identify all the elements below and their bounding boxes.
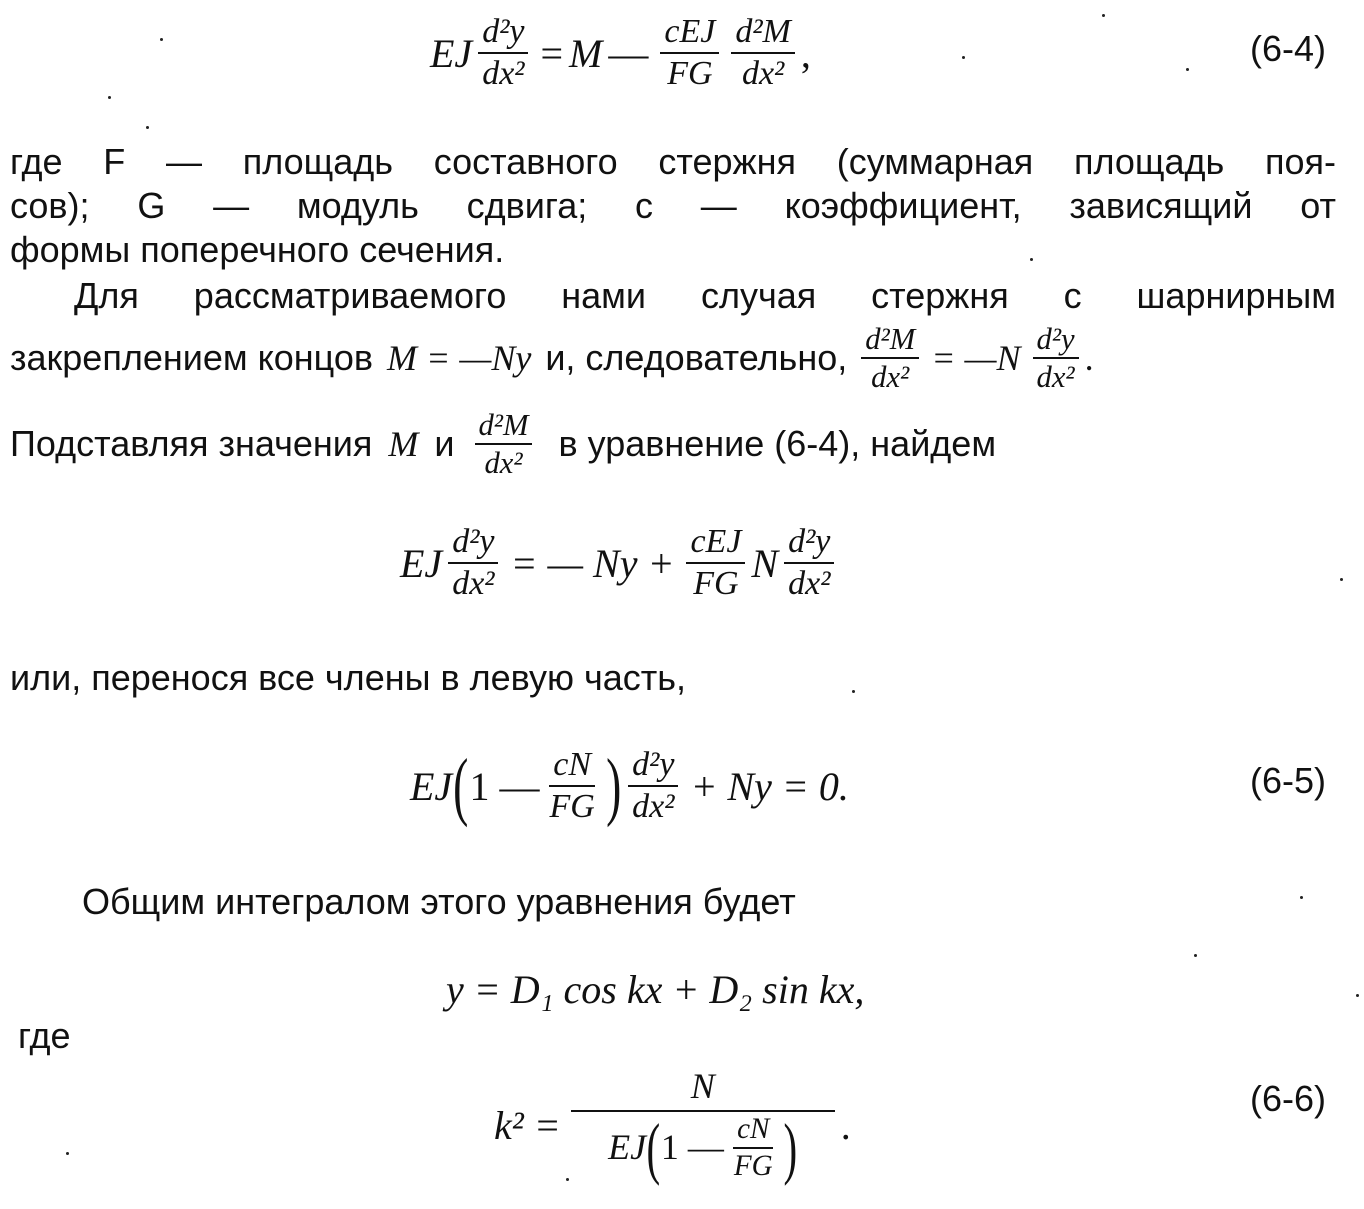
- para2-frac-d2y: $\frac{\text{d²y}}{\text{dx²}}$: [1033, 323, 1079, 393]
- scan-speck: [1356, 994, 1359, 997]
- eq1-coef: EJ: [430, 30, 473, 76]
- equation-number-6-4: (6-4): [1250, 28, 1327, 69]
- equation-6-5: EJ ( 1 — $\frac{cN}{FG}$ ) $\frac{\text{d²y}}{\text{dx²}}$ + Ny = 0.: [410, 744, 849, 828]
- scan-speck: [108, 96, 111, 99]
- equation-number-6-5: (6-5): [1250, 760, 1327, 801]
- scan-speck: [1340, 578, 1343, 581]
- para2-line3: [10, 402, 996, 486]
- scan-speck: [1030, 258, 1033, 261]
- para1-line2: сов); G — модуль сдвига; с — коэффициент, зависящий от: [10, 185, 1336, 226]
- eq5-frac-main: N EJ ( 1 — $\frac{cN}{FG}$ ): [571, 1068, 835, 1182]
- equation-4: y = D₁ cos kx + D₂ sin kx,: [446, 966, 865, 1012]
- equation-2: EJ $\frac{\text{d²y}}{\text{dx²}}$ = — Ny + $\frac{\text{cEJ}}{FG}$ N $\frac{\text{d²y}}{\text{dx²}}$: [400, 518, 840, 608]
- eq1-frac-d2y: $\frac{\text{d²y}}{\text{dx²}}$: [478, 14, 528, 91]
- para2-line3-b: M: [388, 424, 419, 464]
- scan-speck: [962, 56, 965, 59]
- para2-line1: Для рассматриваемого нами случая стержня с шарнирным: [74, 275, 1336, 316]
- equation-6-6: k² = N EJ ( 1 — $\frac{cN}{FG}$ ) .: [494, 1065, 851, 1186]
- para2-line3-d: в уравнение (6-4), найдем: [558, 423, 997, 464]
- eq3-frac-cN: $\frac{cN}{FG}$: [549, 746, 595, 825]
- eq2-rhs1: = — Ny +: [510, 540, 675, 586]
- eq2-frac-d2y: $\frac{\text{d²y}}{\text{dx²}}$: [448, 524, 498, 601]
- equation-number-6-6: (6-6): [1250, 1078, 1327, 1119]
- para2-frac-d2M-2: $\frac{\text{d²M}}{\text{dx²}}$: [475, 409, 533, 479]
- eq3-frac-d2y: $\frac{\text{d²y}}{\text{dx²}}$: [628, 747, 678, 824]
- scan-speck: [1186, 68, 1189, 71]
- eq1-frac-cEJ: $\frac{\text{cEJ}}{FG}$: [660, 14, 719, 91]
- para4: Общим интегралом этого уравнения будет: [82, 881, 796, 922]
- scan-speck: [1102, 14, 1105, 17]
- scan-speck: [160, 38, 163, 41]
- para2-line3-a: Подставляя значения: [10, 423, 373, 464]
- para2-line2-a: закреплением концов: [10, 337, 374, 378]
- eq3-paren-open: (: [453, 744, 469, 828]
- para2-line2-b: M = —Ny: [387, 338, 532, 378]
- eq3-rest: + Ny = 0.: [690, 763, 849, 809]
- eq2-frac-d2y-2: $\frac{\text{d²y}}{\text{dx²}}$: [784, 524, 834, 601]
- equation-6-4: EJ $\frac{\text{d²y}}{\text{dx²}}$ = M — $\frac{\text{cEJ}}{FG}$ $\frac{\text{d²M}}{\text{dx²}}$ ,: [430, 13, 811, 92]
- scan-speck: [566, 1178, 569, 1181]
- eq3-one: 1 —: [469, 763, 540, 809]
- scan-speck: [66, 1152, 69, 1155]
- eq1-frac-d2M: $\frac{\text{d²M}}{\text{dx²}}$: [731, 14, 795, 91]
- eq2-N: N: [751, 540, 779, 586]
- scan-speck: [146, 126, 149, 129]
- para2-line2-c: и, следовательно,: [545, 337, 848, 378]
- para2-line2-d: = —N: [931, 338, 1021, 378]
- eq3-paren-close: ): [605, 744, 622, 828]
- para2-line2: закреплением концов M = —Ny и, следовательно, $\frac{\text{d²M}}{\text{dx²}}$ = —N $\frac{\text{d²y}}{\text{dx²}}$ .: [10, 321, 1094, 394]
- para1-line1: где F — площадь составного стержня (суммарная площадь поя-: [10, 141, 1336, 182]
- para3: или, перенося все члены в левую часть,: [10, 657, 686, 698]
- scan-speck: [1194, 954, 1197, 957]
- scan-speck: [1300, 896, 1303, 899]
- para2-line3-c: и: [434, 423, 455, 464]
- para1-line3: формы поперечного сечения.: [10, 229, 505, 270]
- scan-speck: [852, 690, 855, 693]
- eq2-frac-cEJ: $\frac{\text{cEJ}}{FG}$: [686, 524, 745, 601]
- eq1-trail: ,: [800, 30, 811, 76]
- para5: где: [18, 1015, 71, 1056]
- para2-frac-d2M: $\frac{\text{d²M}}{\text{dx²}}$: [861, 323, 919, 393]
- eq1-M: M: [569, 30, 603, 76]
